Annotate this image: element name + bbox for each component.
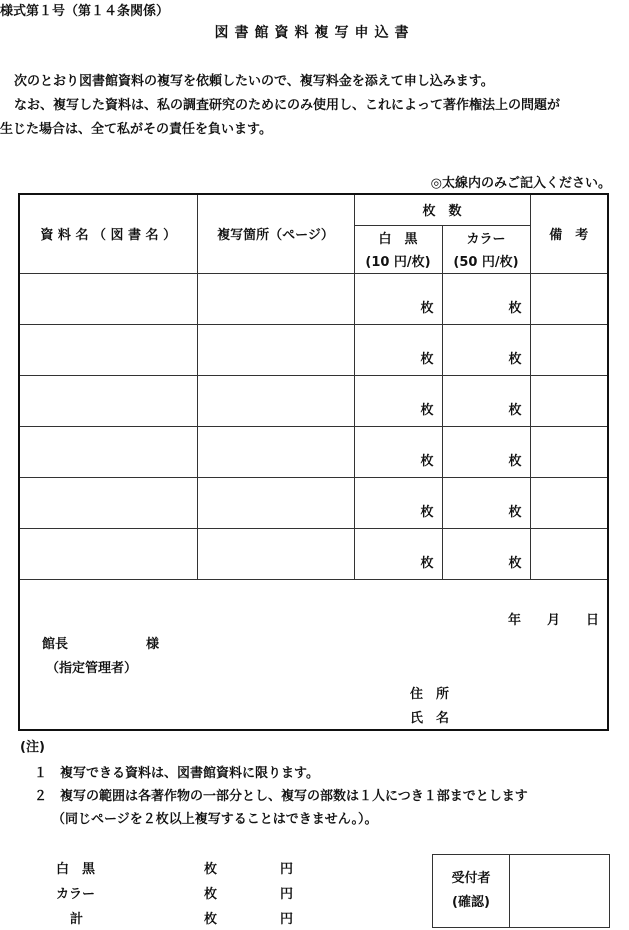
bw-count-cell[interactable]: 枚 xyxy=(354,477,442,528)
header-color-price: (50 円/枚) xyxy=(442,249,530,273)
color-count-cell[interactable]: 枚 xyxy=(442,324,530,375)
receipt-confirm-label: (確認) xyxy=(452,895,490,910)
receipt-label: 受付者 xyxy=(451,871,491,886)
remarks-cell[interactable] xyxy=(530,273,607,324)
material-name-cell[interactable] xyxy=(20,273,197,324)
address-label: 住 所 xyxy=(410,687,450,702)
note-item-2-continued: （同じページを２枚以上複写することはできません。）。 xyxy=(52,812,378,827)
fill-instruction: ◎太線内のみご記入ください。 xyxy=(430,176,611,191)
table-row xyxy=(20,528,607,579)
color-count-cell[interactable]: 枚 xyxy=(442,375,530,426)
copy-pages-cell[interactable] xyxy=(197,528,354,579)
remarks-cell[interactable] xyxy=(530,528,607,579)
header-copy-pages: 複写箇所（ページ） xyxy=(197,195,354,273)
remarks-cell[interactable] xyxy=(530,477,607,528)
table-row xyxy=(20,375,607,426)
calc-unit-yen: 円 xyxy=(280,912,294,927)
header-bw-price: (10 円/枚) xyxy=(354,249,442,273)
copy-pages-cell[interactable] xyxy=(197,477,354,528)
table-row xyxy=(20,477,607,528)
calc-unit-sheets: 枚 xyxy=(204,887,218,902)
material-name-cell[interactable] xyxy=(20,528,197,579)
form-number: 様式第１号（第１４条関係） xyxy=(0,4,170,19)
calc-label: カラー xyxy=(56,887,96,902)
color-count-cell[interactable]: 枚 xyxy=(442,426,530,477)
bw-count-cell[interactable]: 枚 xyxy=(354,426,442,477)
calc-unit-yen: 円 xyxy=(280,862,294,877)
color-count-cell[interactable]: 枚 xyxy=(442,273,530,324)
notes-heading: (注) xyxy=(20,740,45,755)
color-count-cell[interactable]: 枚 xyxy=(442,528,530,579)
name-label: 氏 名 xyxy=(410,711,450,726)
header-color: カラー xyxy=(442,225,530,249)
copy-pages-cell[interactable] xyxy=(197,426,354,477)
bw-count-cell[interactable]: 枚 xyxy=(354,324,442,375)
calc-row-bw xyxy=(56,858,316,876)
header-sheet-count: 枚 数 xyxy=(354,195,530,225)
calc-label: 計 xyxy=(70,912,84,927)
receipt-label-cell xyxy=(433,855,510,927)
intro-line-2: なお、複写した資料は、私の調査研究のためにのみ使用し、これによって著作権法上の問題が xyxy=(14,98,561,113)
remarks-cell[interactable] xyxy=(530,375,607,426)
color-count-cell[interactable]: 枚 xyxy=(442,477,530,528)
calc-row-color xyxy=(56,883,316,901)
material-name-cell[interactable] xyxy=(20,477,197,528)
calc-unit-yen: 円 xyxy=(280,887,294,902)
header-bw: 白 黒 xyxy=(354,225,442,249)
table-row xyxy=(20,324,607,375)
document-title: 図書館資料複写申込書 xyxy=(214,25,415,41)
calc-unit-sheets: 枚 xyxy=(204,912,218,927)
intro-line-1: 次のとおり図書館資料の複写を依頼したいので、複写料金を添えて申し込みます。 xyxy=(14,74,494,89)
bw-count-cell[interactable]: 枚 xyxy=(354,375,442,426)
calc-unit-sheets: 枚 xyxy=(204,862,218,877)
date-field[interactable]: 年 月 日 xyxy=(507,613,599,628)
bw-count-cell[interactable]: 枚 xyxy=(354,528,442,579)
copy-pages-cell[interactable] xyxy=(197,324,354,375)
copy-pages-cell[interactable] xyxy=(197,375,354,426)
receipt-box xyxy=(432,854,610,928)
note-item-1: １ 複写できる資料は、図書館資料に限ります。 xyxy=(34,766,319,781)
remarks-cell[interactable] xyxy=(530,324,607,375)
material-name-cell[interactable] xyxy=(20,426,197,477)
addressee: 館長 様 xyxy=(42,637,160,652)
remarks-cell[interactable] xyxy=(530,426,607,477)
calc-label: 白 黒 xyxy=(56,862,96,877)
table-row xyxy=(20,426,607,477)
header-remarks: 備 考 xyxy=(530,195,607,273)
table-row xyxy=(20,273,607,324)
intro-line-3: 生じた場合は、全て私がその責任を負います。 xyxy=(0,122,272,137)
header-material-name: 資 料 名 （ 図 書 名 ） xyxy=(20,195,197,273)
designated-manager: （指定管理者） xyxy=(46,661,138,676)
fee-calculation xyxy=(56,858,316,928)
note-item-2: ２ 複写の範囲は各著作物の一部分とし、複写の部数は１人につき１部までとします xyxy=(34,789,528,804)
application-form-box xyxy=(18,193,609,731)
bw-count-cell[interactable]: 枚 xyxy=(354,273,442,324)
copy-pages-cell[interactable] xyxy=(197,273,354,324)
material-name-cell[interactable] xyxy=(20,324,197,375)
calc-row-total xyxy=(56,908,316,926)
material-name-cell[interactable] xyxy=(20,375,197,426)
copy-request-table xyxy=(20,195,607,580)
